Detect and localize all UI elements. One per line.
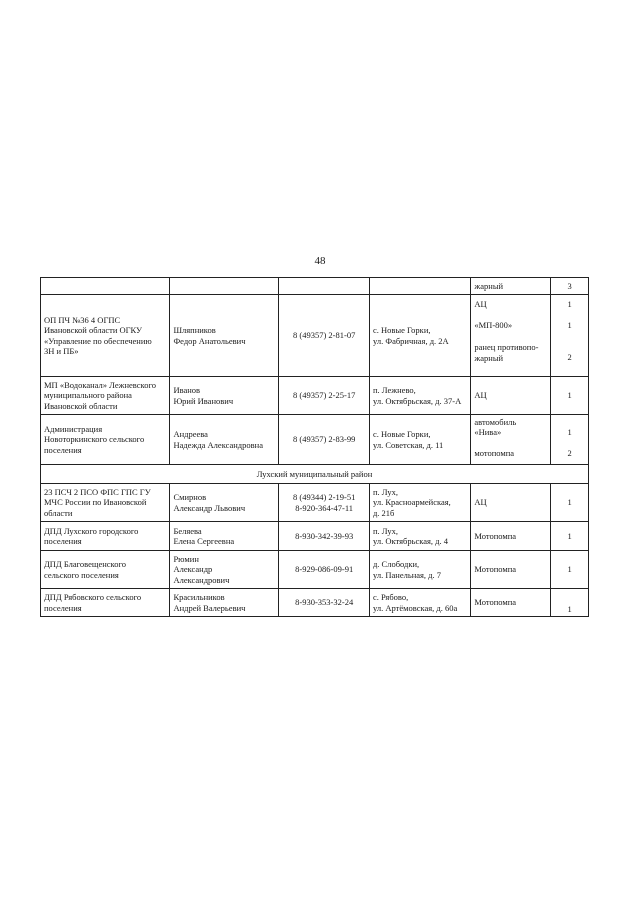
table-row bbox=[41, 522, 589, 551]
phone-cell: 8 (49357) 2-25-17 bbox=[279, 377, 370, 415]
phone-cell: 8-930-353-32-24 bbox=[279, 589, 370, 617]
person-cell: Андреева Надежда Александровна bbox=[170, 415, 279, 465]
table-row bbox=[41, 415, 589, 465]
equipment-cell: АЦ bbox=[471, 484, 551, 522]
page-number: 48 bbox=[314, 255, 326, 267]
organization-cell: ДПД Рябовского сельского поселения bbox=[41, 589, 170, 617]
address-cell: с. Новые Горки, ул. Советская, д. 11 bbox=[369, 415, 470, 465]
phone-cell: 8 (49357) 2-83-99 bbox=[279, 415, 370, 465]
table-row bbox=[41, 295, 589, 377]
person-cell: Красильников Андрей Валерьевич bbox=[170, 589, 279, 617]
quantity-cell: 1 1 2 bbox=[551, 295, 589, 377]
phone-cell: 8-929-086-09-91 bbox=[279, 551, 370, 589]
quantity-cell: 1 bbox=[551, 484, 589, 522]
quantity-cell: 1 2 bbox=[551, 415, 589, 465]
organization-cell: Администрация Новоторкинского сельского поселения bbox=[41, 415, 170, 465]
equipment-cell: Мотопомпа bbox=[471, 551, 551, 589]
table-row bbox=[41, 278, 589, 295]
section-row bbox=[41, 465, 589, 484]
address-cell: п. Лух, ул. Октябрьская, д. 4 bbox=[369, 522, 470, 551]
phone-cell: 8 (49357) 2-81-07 bbox=[279, 295, 370, 377]
equipment-cell: автомобиль «Нива» мотопомпа bbox=[471, 415, 551, 465]
address-cell: с. Рябово, ул. Артёмовская, д. 60а bbox=[369, 589, 470, 617]
address-cell: с. Новые Горки, ул. Фабричная, д. 2А bbox=[369, 295, 470, 377]
organization-cell: ДПД Лухского городского поселения bbox=[41, 522, 170, 551]
quantity-cell: 3 bbox=[551, 278, 589, 295]
organization-cell: 23 ПСЧ 2 ПСО ФПС ГПС ГУ МЧС России по Ивановской области bbox=[41, 484, 170, 522]
person-cell: Беляева Елена Сергеевна bbox=[170, 522, 279, 551]
person-cell: Смирнов Александр Львович bbox=[170, 484, 279, 522]
organization-cell: ДПД Благовещенского сельского поселения bbox=[41, 551, 170, 589]
table-row bbox=[41, 377, 589, 415]
phone-cell: 8 (49344) 2-19-51 8-920-364-47-11 bbox=[279, 484, 370, 522]
quantity-cell: 1 bbox=[551, 589, 589, 617]
address-cell: п. Лежнево, ул. Октябрьская, д. 37-А bbox=[369, 377, 470, 415]
quantity-cell: 1 bbox=[551, 377, 589, 415]
section-title: Лухский муниципальный район bbox=[41, 465, 589, 484]
table-row bbox=[41, 589, 589, 617]
equipment-cell: Мотопомпа bbox=[471, 589, 551, 617]
equipment-cell: АЦ bbox=[471, 377, 551, 415]
person-cell: Шляпников Федор Анатольевич bbox=[170, 295, 279, 377]
equipment-cell: Мотопомпа bbox=[471, 522, 551, 551]
quantity-cell: 1 bbox=[551, 522, 589, 551]
table-row bbox=[41, 484, 589, 522]
table-row bbox=[41, 551, 589, 589]
phone-cell: 8-930-342-39-93 bbox=[279, 522, 370, 551]
address-cell: д. Слободки, ул. Панельная, д. 7 bbox=[369, 551, 470, 589]
equipment-cell: жарный bbox=[471, 278, 551, 295]
person-cell: Иванов Юрий Иванович bbox=[170, 377, 279, 415]
quantity-cell: 1 bbox=[551, 551, 589, 589]
organization-cell: ОП ПЧ №36 4 ОГПС Ивановской области ОГКУ «Управление по обеспечению ЗН и ПБ» bbox=[41, 295, 170, 377]
organization-cell: МП «Водоканал» Лежневского муниципального района Ивановской области bbox=[41, 377, 170, 415]
equipment-table bbox=[40, 277, 589, 617]
person-cell: Рюмин Александр Александрович bbox=[170, 551, 279, 589]
address-cell: п. Лух, ул. Красноармейская, д. 21б bbox=[369, 484, 470, 522]
equipment-cell: АЦ «МП-800» ранец противопо- жарный bbox=[471, 295, 551, 377]
